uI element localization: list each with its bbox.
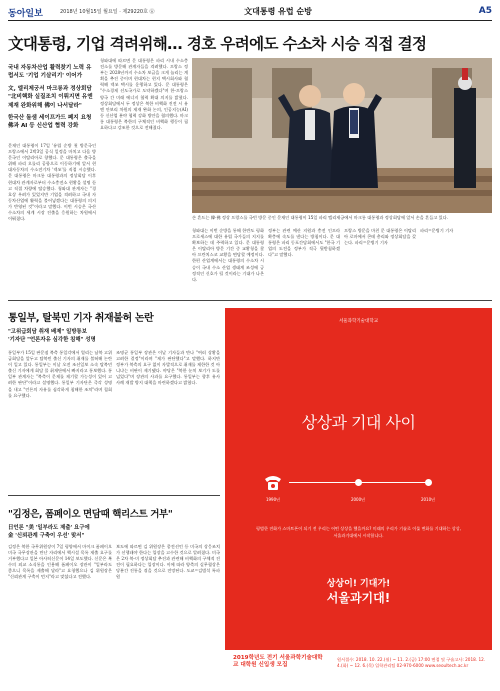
summit-photo [192, 58, 492, 213]
article1-col4: 정부는 관련 예산 지원과 충전 인프라 확충에 속도를 낸다는 방침이다. 문 대통령은 파리 동포간담회에서도 "한국 기업의 도전을 정부가 적극 뒷받침하겠다"고 말했다. [268, 228, 340, 258]
divider [8, 300, 492, 301]
article1-col1: 문재인 대통령이 17일 '유럽 순방 첫 방문국인 프랑스에서 2박3일 공식 일정을 마치고 다음 방문국인 이탈리아로 향했다. 문 대통령은 출국을 위해 파리 오를리 공항으로 이동하기에 앞서 현대자동차의 수소전기차 '넥쏘'를 직접 시승했다. 문 대통령은 마크롱 대통령과의 정상회담 이후 현대차 관계자로부터 수소충전소 현황을 설명 듣고 직접 차량에 탑승했다. 청와대 관계자는 "경호상 우려가 있었지만 기업을 격려하고 국내 자동차산업에 활력을 불어넣겠다는 대통령의 의지가 반영된 것"이라고 말했다. 이번 시승은 국산 수소차의 세계 시장 진출을 응원하는 차원에서 이뤄졌다. [8, 143, 96, 222]
subhead: '기자단 "언론자유 심각한 침해" 성명 [8, 337, 96, 343]
ad-footer [225, 650, 492, 686]
ad-recruitment-title: 2019학년도 전기 서울과학기술대학교 대학원 신입생 모집 [233, 655, 323, 669]
article2-subhead [8, 328, 118, 344]
subhead: 文, 엘리제궁서 마크롱과 정상회담 "北비핵화 실질조치 이뤄지면 유엔제재 완화위해 佛이 나서달라" [8, 85, 93, 109]
article2-col1: 통일부가 15일 판문점 북측 통일각에서 열리는 남북 고위급회담을 앞두고 탈북민 출신 기자의 취재를 불허해 논란이 일고 있다. 통일부는 이날 오전 조선일보 소속 탈북민 출신 기자에게 회담 풀 취재단에서 빠지라고 통보했다. 통일부 관계자는 "북측이 문제를 제기할 가능성이 있어 고려한 판단"이라고 설명했다. 통일부 기자단은 즉각 성명을 내고 "언론의 자유를 심각하게 침해한 조치"라며 철회를 요구했다. [8, 350, 112, 398]
ad-recruitment-details: 원서접수: 2018. 10. 22.(월) ~ 11. 2.(금) 17:00 면접 및 구술고사: 2018. 12. 4.(화) ~ 12. 6.(목) 입학관리팀 02-970-6000 www.seoultech.ac.kr [337, 657, 486, 669]
article3-col2: 보도에 따르면 김 위원장은 종전선언 등 미국의 상응조치가 선행돼야 한다는 입장을 고수한 것으로 알려졌다. 미국은 2차 북-미 정상회담 추진과 관련해 비핵화의 구체적 진전이 필요하다는 입장이다. 이에 따라 양측의 실무협상은 당분간 진통을 겪을 것으로 전망된다. 도쿄=김범석 특파원 [116, 544, 220, 580]
article2-col2: 조명균 통일부 장관은 이날 기자들과 만나 "여러 상황을 고려한 결정"이라며 "제가 판단했다"고 말했다. 하지만 정부가 북측의 요구 없이 자발적으로 취재를 제한한 것 아니냐는 비판이 제기됐다. 야당은 "북한 눈치 보기가 도를 넘었다"며 장관의 사과를 요구했다. 통일부는 향후 유사 사례 재발 방지 대책을 마련하겠다고 밝혔다. [116, 350, 220, 386]
page-number: A5 [478, 6, 492, 16]
article3-col1: 김정은 북한 국무위원장이 7일 평양에서 마이크 폼페이오 미국 국무장관을 만난 자리에서 핵시설 목록 제출 요구를 거부했다고 일본 아사히신문이 14일 보도했다. 신문은 복수의 외교 소식통을 인용해 폼페이오 장관이 "일부라도 좋으니 목록을 제출해 달라"고 요청했으나 김 위원장은 "신뢰관계 구축이 먼저"라고 맞섰다고 전했다. [8, 544, 112, 580]
ad-org-logo: 서울과학기술대학교 [338, 319, 379, 324]
main-headline: 文대통령, 기업 격려위해… 경호 우려에도 수소차 시승 직접 결정 [8, 35, 427, 53]
masthead [8, 6, 492, 21]
photo-illustration [192, 58, 492, 213]
subhead: 日언론 "美 '일부라도 제출' 요구에 [8, 525, 90, 531]
subhead: 金 '신뢰관계 구축이 우선' 맞서" [8, 533, 85, 539]
article3-title: "김정은, 폼페이오 면담때 핵리스트 거부" [8, 509, 173, 520]
newspaper-logo: 동아일보 [8, 9, 43, 19]
subhead: 한국산 돌샘 세이프가드 폐지 요청 佛과 AI 등 신산업 협력 강화 [8, 115, 92, 130]
timeline-label: 1990년 [265, 497, 281, 502]
section-title: 文대통령 유럽 순방 [244, 7, 312, 16]
ad-tagline: 상상이! 기대가! [326, 579, 391, 589]
article3-subhead [8, 524, 128, 540]
ad-tagline-school: 서울과기대! [326, 591, 391, 605]
ad-slogan: 상상과 기대 사이 [301, 413, 416, 432]
article1-col3: 청와대는 이번 순방을 통해 한반도 평화 프로세스에 대한 유럽 국가들의 지지를 확보하는 데 주력하고 있다. 문 대통령은 이탈리아 방문 기간 중 교황청을 찾아 프란치스코 교황을 면담할 예정이다. 한편 산업계에서는 대통령의 수소차 시승이 국내 수소 산업 생태계 조성에 긍정적인 신호가 될 것이라는 기대가 나온다. [192, 228, 264, 282]
university-advertisement[interactable] [225, 308, 492, 686]
ad-message: 평범한 전화가 스마트폰이 되기 전 우리는 어떤 상상을 했을까요? 미래의 우리가 기술로 이룰 변화를 기대하는 상상, 서울과기대에서 시작합니다. [256, 526, 461, 538]
timeline-label: 2000년 [350, 497, 366, 502]
subhead: "고위급회담 취재 배제" 일방통보 [8, 329, 87, 335]
subhead: 국내 자동차산업 활력찾기 노력 유럽서도 '기업 기살리기' 이어가 [8, 65, 92, 80]
article1-col2: 청와대에 따르면 문 대통령은 파리 시내 수소충전소를 방문해 관계자들을 격려했다. 프랑스 정부는 2028년까지 수소차 보급을 크게 늘리는 계획을 추진 중이며 현대차는 현지 택시회사와 협력해 넥쏘 택시를 운행하고 있다. 문 대통령은 "수소경제 선도국가로 도약하겠다"며 한-프랑스 양국 간 미래 에너지 협력 확대 의지를 밝혔다. 정상회담에서 두 정상은 북한 비핵화 진전 시 유엔 안보리 차원의 제재 완화 논의, 인공지능(AI) 등 신산업 분야 협력 강화 방안을 협의했다. 마크롱 대통령은 북한의 구체적인 비핵화 행동이 필요하다고 강조한 것으로 전해졌다. [100, 58, 188, 131]
timeline-dot [425, 479, 432, 486]
telephone-icon [263, 473, 283, 491]
timeline-label: 2010년 [420, 497, 436, 502]
article1-subheads [8, 64, 96, 135]
article1-col6: 파리=문병기 기자 [420, 228, 454, 233]
divider [8, 495, 220, 496]
timeline-dot [355, 479, 362, 486]
article1-col5: 프랑스 방문을 마친 문 대통령은 이탈리아 로마에서 콘테 총리와 정상회담을 갖는다. 파리=문병기 기자 [344, 228, 416, 246]
photo-caption: 손 흔드는 韓·佛 정상 프랑스를 국빈 방문 중인 문재인 대통령이 15일 파리 엘리제궁에서 마크롱 대통령과 정상회담에 앞서 손을 흔들고 있다. [192, 215, 449, 220]
issue-date: 2018년 10월15일 월요일 · 제29220호 ㉭ [60, 9, 155, 15]
article2-title: 통일부, 탈북민 기자 취재불허 논란 [8, 313, 154, 324]
